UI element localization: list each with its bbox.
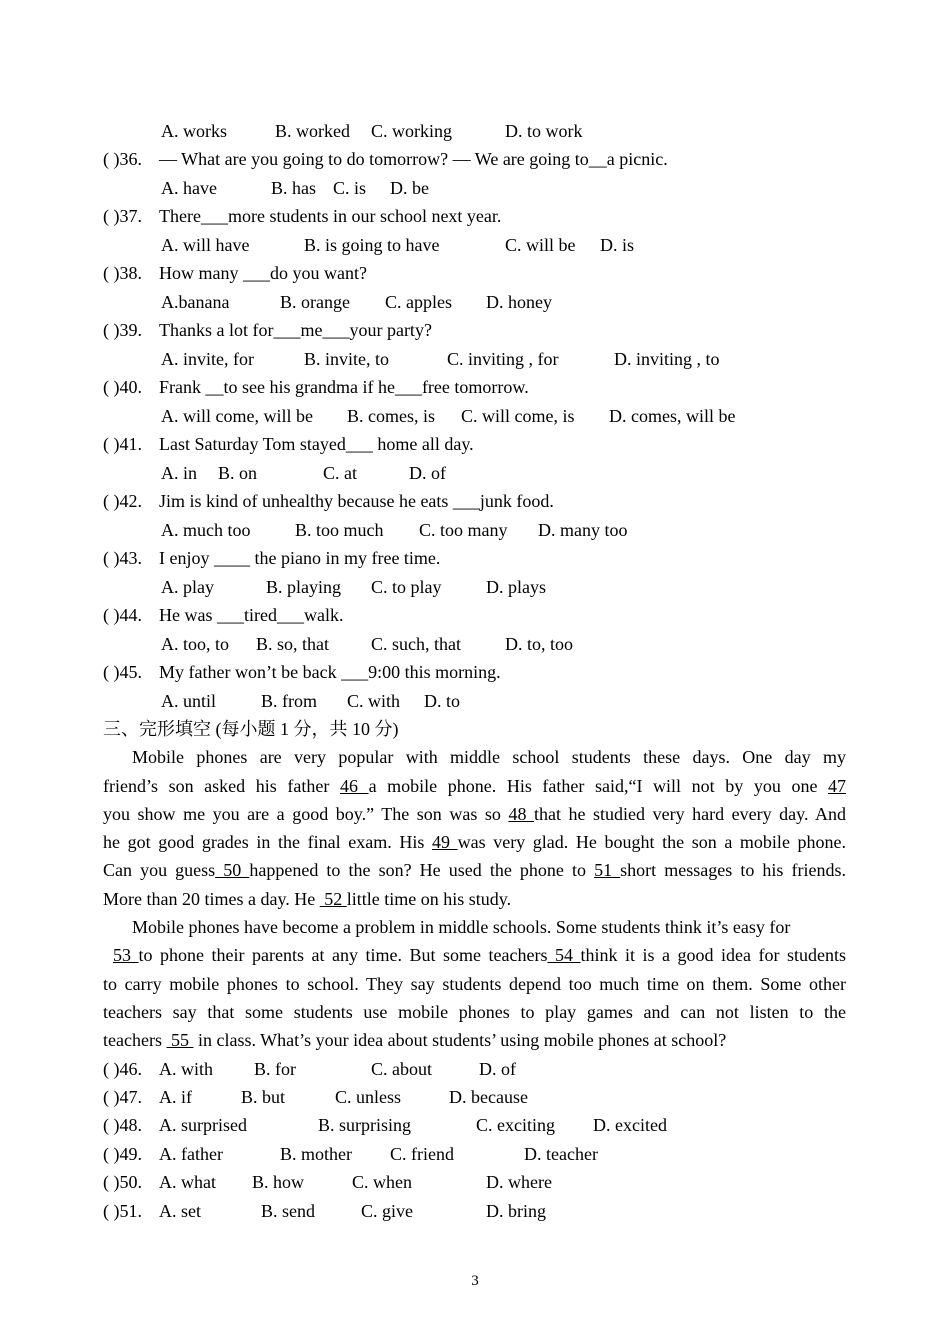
- q42-option-c: C. too many: [419, 520, 508, 540]
- q40-option-d: D. comes, will be: [609, 406, 736, 426]
- q44-option-b: B. so, that: [256, 634, 330, 654]
- q36-text: — What are you going to do tomorrow? — We are going to__a picnic.: [159, 149, 668, 169]
- q47-option-b: B. but: [241, 1087, 286, 1107]
- q50-option-b: B. how: [252, 1172, 305, 1192]
- q38-option-c: C. apples: [385, 292, 452, 312]
- blank-52: 52: [319, 889, 347, 909]
- passage-line-9: to carry mobile phones to school. They say students depend too much time on them. Some other: [103, 974, 846, 994]
- blank-48: 48: [508, 804, 534, 824]
- q42-option-b: B. too much: [295, 520, 384, 540]
- passage-line-5: Can you guess 50 happened to the son? He used the phone to 51 short messages to his friends.: [103, 860, 846, 880]
- q42-option-d: D. many too: [538, 520, 628, 540]
- q46-option-a: A. with: [159, 1059, 213, 1079]
- q36-option-b: B. has: [271, 178, 316, 198]
- q41-option-a: A. in: [161, 463, 197, 483]
- q41-option-d: D. of: [409, 463, 446, 483]
- q46-option-d: D. of: [479, 1059, 516, 1079]
- q37-option-d: D. is: [600, 235, 635, 255]
- q35-option-a: A. works: [161, 121, 227, 141]
- q49-option-c: C. friend: [390, 1144, 454, 1164]
- q38-option-d: D. honey: [486, 292, 552, 312]
- q40-number: ( )40.: [103, 377, 142, 397]
- blank-51: 51: [594, 860, 621, 880]
- q51-option-c: C. give: [361, 1201, 413, 1221]
- q40-option-b: B. comes, is: [347, 406, 435, 426]
- q39-number: ( )39.: [103, 320, 142, 340]
- q44-option-d: D. to, too: [505, 634, 574, 654]
- q38-option-b: B. orange: [280, 292, 350, 312]
- q43-option-b: B. playing: [266, 577, 341, 597]
- blank-55: 55: [166, 1030, 194, 1050]
- q43-number: ( )43.: [103, 548, 142, 568]
- q44-text: He was ___tired___walk.: [159, 605, 344, 625]
- q45-option-a: A. until: [161, 691, 217, 711]
- q39-option-a: A. invite, for: [161, 349, 254, 369]
- q48-number: ( )48.: [103, 1115, 142, 1135]
- passage-line-3: you show me you are a good boy.” The son was so 48 that he studied very hard every day. And: [103, 804, 847, 824]
- q37-option-b: B. is going to have: [304, 235, 440, 255]
- passage-line-10: teachers say that some students use mobile phones to play games and can not listen to the: [103, 1002, 846, 1022]
- section-title: 三、完形填空 (每小题 1 分，共 10 分): [103, 719, 399, 739]
- passage-line-6: More than 20 times a day. He 52 little time on his study.: [103, 889, 512, 909]
- q51-option-a: A. set: [159, 1201, 201, 1221]
- q49-number: ( )49.: [103, 1144, 142, 1164]
- q39-option-d: D. inviting , to: [614, 349, 720, 369]
- q35-option-b: B. worked: [275, 121, 350, 141]
- q47-option-d: D. because: [449, 1087, 528, 1107]
- q38-text: How many ___do you want?: [159, 263, 367, 283]
- q50-option-d: D. where: [486, 1172, 552, 1192]
- q45-option-c: C. with: [347, 691, 401, 711]
- q47-option-c: C. unless: [335, 1087, 402, 1107]
- q43-text: I enjoy ____ the piano in my free time.: [159, 548, 441, 568]
- q45-option-d: D. to: [424, 691, 460, 711]
- q49-option-a: A. father: [159, 1144, 223, 1164]
- q46-number: ( )46.: [103, 1059, 142, 1079]
- q51-option-d: D. bring: [486, 1201, 546, 1221]
- q40-text: Frank __to see his grandma if he___free tomorrow.: [159, 377, 529, 397]
- blank-49: 49: [431, 832, 458, 852]
- q46-option-b: B. for: [254, 1059, 296, 1079]
- passage-line-1: Mobile phones are very popular with middle school students these days. One day my: [132, 747, 846, 767]
- q42-text: Jim is kind of unhealthy because he eats ___junk food.: [159, 491, 554, 511]
- q39-option-b: B. invite, to: [304, 349, 389, 369]
- q43-option-c: C. to play: [371, 577, 442, 597]
- q41-text: Last Saturday Tom stayed___ home all day.: [159, 434, 474, 454]
- q44-option-c: C. such, that: [371, 634, 461, 654]
- passage-line-4: he got good grades in the final exam. His 49 was very glad. He bought the son a mobile phone.: [103, 832, 847, 852]
- q39-text: Thanks a lot for___me___your party?: [159, 320, 432, 340]
- q50-option-c: C. when: [352, 1172, 412, 1192]
- q42-option-a: A. much too: [161, 520, 251, 540]
- q43-option-d: D. plays: [486, 577, 546, 597]
- blank-54: 54: [547, 945, 581, 965]
- q36-number: ( )36.: [103, 149, 142, 169]
- q43-option-a: A. play: [161, 577, 214, 597]
- q47-option-a: A. if: [159, 1087, 192, 1107]
- q38-option-a: A.banana: [161, 292, 230, 312]
- q38-number: ( )38.: [103, 263, 142, 283]
- q35-option-d: D. to work: [505, 121, 583, 141]
- q51-number: ( )51.: [103, 1201, 142, 1221]
- q49-option-b: B. mother: [280, 1144, 352, 1164]
- passage-line-7: Mobile phones have become a problem in middle schools. Some students think it’s easy for: [132, 917, 791, 937]
- q39-option-c: C. inviting , for: [447, 349, 559, 369]
- blank-53: 53: [113, 945, 139, 965]
- q48-option-b: B. surprising: [318, 1115, 412, 1135]
- q36-option-d: D. be: [390, 178, 429, 198]
- q44-option-a: A. too, to: [161, 634, 230, 654]
- passage-line-8: 53 to phone their parents at any time. But some teachers 54 think it is a good idea for students: [113, 945, 847, 965]
- q40-option-c: C. will come, is: [461, 406, 575, 426]
- q45-number: ( )45.: [103, 662, 142, 682]
- page-number: 3: [471, 1273, 479, 1289]
- q37-option-c: C. will be: [505, 235, 576, 255]
- q42-number: ( )42.: [103, 491, 142, 511]
- q48-option-d: D. excited: [593, 1115, 667, 1135]
- q41-option-c: C. at: [323, 463, 357, 483]
- q37-text: There___more students in our school next year.: [159, 206, 502, 226]
- passage-line-11: teachers 55 in class. What’s your idea about students’ using mobile phones at school?: [103, 1030, 727, 1050]
- q37-number: ( )37.: [103, 206, 142, 226]
- q48-option-c: C. exciting: [476, 1115, 555, 1135]
- q50-option-a: A. what: [159, 1172, 216, 1192]
- q36-option-a: A. have: [161, 178, 217, 198]
- blank-47: 47: [828, 776, 847, 796]
- q47-number: ( )47.: [103, 1087, 142, 1107]
- q35-option-c: C. working: [371, 121, 452, 141]
- q46-option-c: C. about: [371, 1059, 432, 1079]
- q37-option-a: A. will have: [161, 235, 250, 255]
- q50-number: ( )50.: [103, 1172, 142, 1192]
- q41-number: ( )41.: [103, 434, 142, 454]
- q41-option-b: B. on: [218, 463, 258, 483]
- q40-option-a: A. will come, will be: [161, 406, 313, 426]
- blank-50: 50: [215, 860, 250, 880]
- blank-46: 46: [339, 776, 369, 796]
- q49-option-d: D. teacher: [524, 1144, 598, 1164]
- passage-line-2: friend’s son asked his father 46 a mobile phone. His father said,“I will not by you one 47: [103, 776, 847, 796]
- q45-text: My father won’t be back ___9:00 this morning.: [159, 662, 501, 682]
- q44-number: ( )44.: [103, 605, 142, 625]
- q36-option-c: C. is: [333, 178, 367, 198]
- q45-option-b: B. from: [261, 691, 317, 711]
- q51-option-b: B. send: [261, 1201, 315, 1221]
- q48-option-a: A. surprised: [159, 1115, 247, 1135]
